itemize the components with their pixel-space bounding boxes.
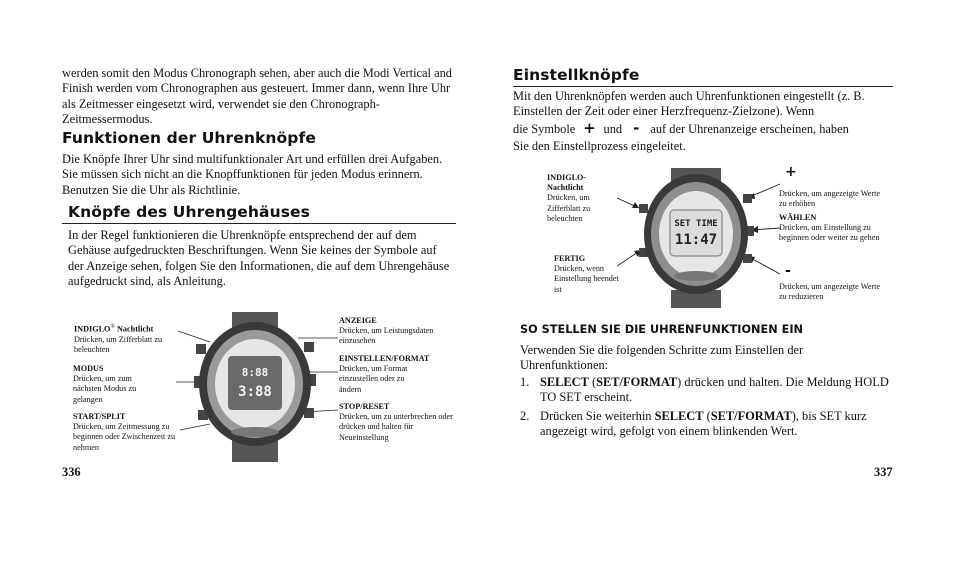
steps-intro: Verwenden Sie die folgenden Schritte zum Einstellen der Uhrenfunktionen: (520, 343, 804, 373)
label-indiglo: INDIGLO® Nachtlicht Drücken, um Zifferblatt zu beleuchten (74, 324, 163, 355)
label-indiglo-right: INDIGLO-Nachtlicht Drücken, um Zifferblatt zu beleuchten (547, 173, 591, 223)
minus-icon: - (633, 119, 640, 137)
page-number-left: 336 (62, 465, 81, 479)
label-minus: Drücken, um angezeigte Werte zu reduzieren (779, 282, 881, 302)
label-plus: Drücken, um angezeigte Werte zu erhöhen (779, 189, 881, 209)
label-modus: MODUS Drücken, um zum nächsten Modus zu gelangen (73, 364, 137, 404)
list-item: 2. Drücken Sie weiterhin SELECT (SET/FORMAT), bis SET kurz angezeigt wird, gefolgt von einem blinkenden Wert. (520, 409, 867, 439)
section-heading-button-functions: Funktionen der Uhrenknöpfe (62, 129, 316, 147)
case-buttons-paragraph: In der Regel funktionieren die Uhrenknöpfe entsprechend der auf dem Gehäuse aufgedruckten Beschriftungen. Wenn Sie keines der Symbole auf der Anzeige sehen, folgen Sie den Informationen, die auf dem Uhrengehäuse aufgedruckt sind, als Anleitung. (68, 228, 450, 288)
label-fertig: FERTIG Drücken, wenn Einstellung beendet ist (554, 254, 619, 294)
watch-illustration-left (170, 312, 350, 462)
label-einstellen-format: EINSTELLEN/FORMAT Drücken, um Format einzustellen oder zu ändern (339, 354, 430, 394)
button-functions-paragraph: Die Knöpfe Ihrer Uhr sind multifunktionaler Art und erfüllen drei Aufgaben. Sie müssen sich nicht an die Knopffunktionen für jeden Modus erinnern. Benutzen Sie die Uhr als Richtlinie. (62, 152, 443, 197)
intro-paragraph: werden somit den Modus Chronograph sehen, aber auch die Modi Vertical and Finish werden vom Chronographen aus gesteuert. Immer dann, wenn Ihre Uhr als Zeitmesser eingesetzt wird, verwendet sie den Chronograph-Zeitmessermodus. (62, 66, 452, 126)
plus-icon: + (583, 119, 596, 137)
label-waehlen: WÄHLEN Drücken, um Einstellung zu beginnen oder weiter zu gehen (779, 213, 880, 243)
svg-text:8:88: 8:88 (241, 366, 269, 379)
setting-intro-line2: die Symbole + und - auf der Uhrenanzeige erscheinen, haben (513, 119, 849, 137)
section-heading-setting-buttons: Einstellknöpfe (513, 66, 893, 87)
page-number-right: 337 (874, 465, 893, 479)
minus-symbol-label: - (785, 263, 791, 279)
display-set-time: SET TIME (674, 219, 718, 229)
svg-text:3:88: 3:88 (238, 384, 272, 400)
setting-intro-line1: Mit den Uhrenknöpfen werden auch Uhrenfunktionen eingestellt (z. B. Einstellen der Zeit oder einer Herzfrequenz-Zielzone). Wenn (513, 89, 865, 119)
watch-illustration-right (617, 168, 787, 308)
setting-intro-line3: Sie den Einstellprozess eingeleitet. (513, 139, 686, 153)
label-stop-reset: STOP/RESET Drücken, um zu unterbrechen oder drücken und halten für Neueinstellung (339, 402, 453, 442)
label-anzeige: ANZEIGE Drücken, um Leistungsdaten einzusehen (339, 316, 434, 346)
list-item: 1. SELECT (SET/FORMAT) drücken und halten. Die Meldung HOLD TO SET erscheint. (520, 375, 889, 405)
plus-symbol-label: + (785, 164, 797, 180)
subheading-how-to-set: SO STELLEN SIE DIE UHRENFUNKTIONEN EIN (520, 323, 803, 336)
section-heading-case-buttons: Knöpfe des Uhrengehäuses (62, 203, 456, 224)
label-start-split: START/SPLIT Drücken, um Zeitmessung zu beginnen oder Zwischenzeit zu nehmen (73, 412, 176, 452)
right-page (477, 0, 954, 573)
display-time: 11:47 (674, 232, 718, 248)
